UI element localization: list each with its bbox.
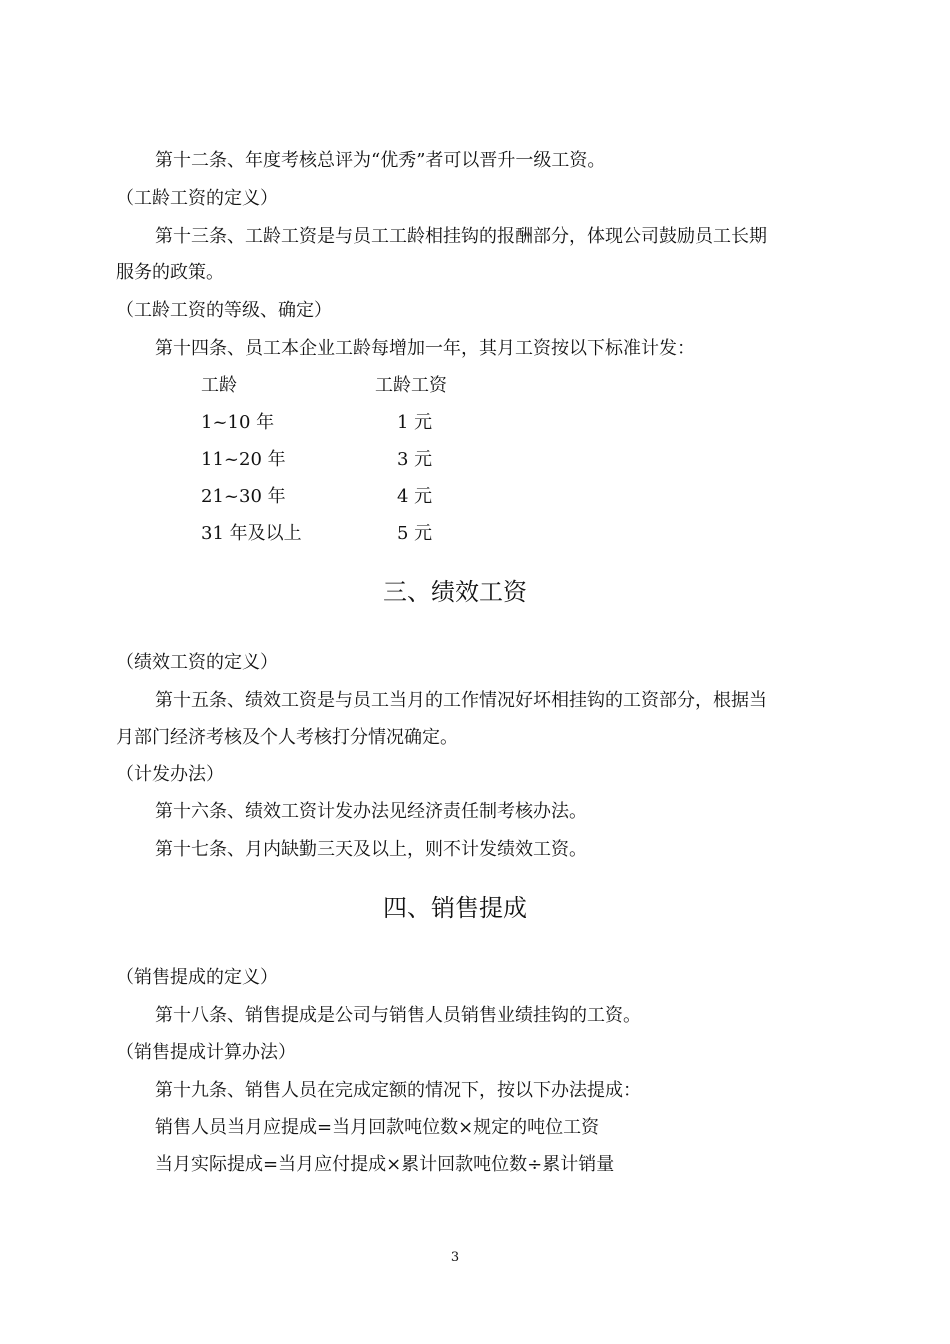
- table-cell-years: 31 年及以上: [201, 523, 302, 544]
- heading-performance-definition: （绩效工资的定义）: [116, 652, 278, 673]
- article-14: 第十四条、员工本企业工龄每增加一年，其月工资按以下标准计发：: [155, 338, 695, 359]
- article-13-line-1: 第十三条、工龄工资是与员工工龄相挂钩的报酬部分，体现公司鼓励员工长期: [155, 226, 767, 247]
- heading-commission-calculation: （销售提成计算办法）: [116, 1042, 296, 1063]
- article-16: 第十六条、绩效工资计发办法见经济责任制考核办法。: [155, 801, 587, 822]
- section-3-title: 三、绩效工资: [383, 578, 527, 606]
- table-cell-years: 11~20 年: [201, 449, 286, 470]
- heading-seniority-definition: （工龄工资的定义）: [116, 188, 278, 209]
- table-header-seniority-pay: 工龄工资: [375, 375, 447, 396]
- table-cell-pay: 5 元: [397, 523, 433, 544]
- article-13-line-2: 服务的政策。: [116, 262, 224, 283]
- table-cell-pay: 1 元: [397, 412, 433, 433]
- article-18: 第十八条、销售提成是公司与销售人员销售业绩挂钩的工资。: [155, 1005, 641, 1026]
- table-header-seniority: 工龄: [201, 375, 237, 396]
- page-number: 3: [450, 1250, 460, 1265]
- heading-sales-commission-definition: （销售提成的定义）: [116, 967, 278, 988]
- formula-monthly-commission: 销售人员当月应提成=当月回款吨位数×规定的吨位工资: [155, 1117, 600, 1138]
- section-4-title: 四、销售提成: [383, 894, 527, 922]
- article-12: 第十二条、年度考核总评为“优秀”者可以晋升一级工资。: [155, 150, 606, 171]
- article-15-line-2: 月部门经济考核及个人考核打分情况确定。: [116, 727, 458, 748]
- heading-payment-method: （计发办法）: [116, 764, 224, 785]
- article-19: 第十九条、销售人员在完成定额的情况下，按以下办法提成：: [155, 1080, 641, 1101]
- heading-seniority-grade: （工龄工资的等级、确定）: [116, 300, 332, 321]
- table-cell-pay: 3 元: [397, 449, 433, 470]
- formula-actual-commission: 当月实际提成=当月应付提成×累计回款吨位数÷累计销量: [155, 1154, 615, 1175]
- article-17: 第十七条、月内缺勤三天及以上，则不计发绩效工资。: [155, 839, 587, 860]
- article-15-line-1: 第十五条、绩效工资是与员工当月的工作情况好坏相挂钩的工资部分，根据当: [155, 690, 767, 711]
- table-cell-years: 1~10 年: [201, 412, 275, 433]
- table-cell-pay: 4 元: [397, 486, 433, 507]
- table-cell-years: 21~30 年: [201, 486, 286, 507]
